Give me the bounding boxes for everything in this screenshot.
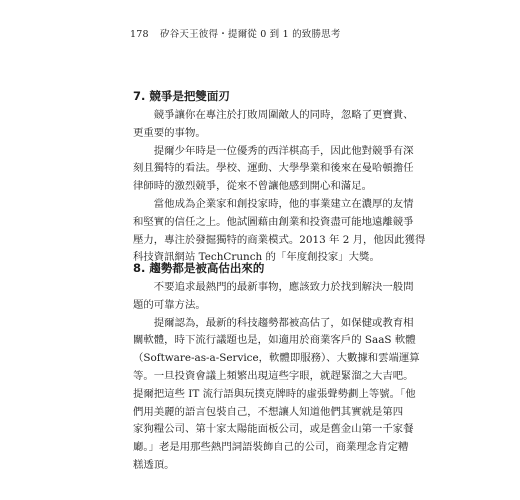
paragraph [133,315,420,475]
text-line: 糕透頂。 [133,458,175,471]
section-heading: 8. 趨勢都是被高估出來的 [133,261,265,275]
text-line: 和堅實的信任之上。他試圖藉由創業和投資盡可能地遠離競爭 [133,215,414,228]
text-line: 們用美麗的語言包裝自己，不想讓人知道他們其實就是第四 [133,405,404,418]
page-number: 178 [130,29,149,40]
text-line: 關軟體，時下流行議題也是，如適用於商業客戶的 SaaS 軟體 [133,334,416,347]
text-line: （Software-as-a-Service，軟體即服務）、大數據和雲端運算 [133,352,420,365]
text-line: 當他成為企業家和創投家時，他的事業建立在濃厚的友情 [153,197,414,210]
text-line: 提爾把這些 IT 流行語與玩撲克牌時的虛張聲勢劃上等號。「他 [133,387,416,400]
paragraph [133,196,426,267]
text-line: 題的可靠方法。 [133,298,206,311]
text-line: 廳。」老是用那些熱門詞語裝飾自己的公司，商業理念肯定糟 [133,441,409,454]
text-line: 更重要的事物。 [133,126,206,139]
text-line: 不要追求最熱門的最新事物，應該致力於找到解決一般問 [153,281,414,293]
running-title: 矽谷天王彼得・提爾從 0 到 1 的致勝思考 [160,29,341,40]
text-line: 等。一旦投資會議上頻繁出現這些字眼，就趕緊溜之大吉吧。 [133,369,414,382]
text-line: 提爾認為，最新的科技趨勢都被高估了，如保健或教育相 [153,316,414,329]
text-line: 壓力，專注於發掘獨特的商業模式。2013 年 2 月，他因此獲得 [133,233,426,246]
section-trends [133,261,420,475]
text-line: 律師時的激烈競爭，從來不曾讓他感到開心和滿足。 [133,180,372,193]
paragraph [133,279,414,315]
text-line: 家狗糧公司、第十家太陽能面板公司，或是舊金山第一千家餐 [133,423,414,436]
page-header [130,26,341,40]
paragraph [133,107,414,143]
text-line: 科技資訊網站 TechCrunch 的「年度創投家」大獎。 [133,251,380,264]
paragraph [133,143,414,196]
text-line: 競爭讓你在專注於打敗周圍敵人的同時，忽略了更寶貴、 [153,109,414,121]
text-line: 刻且獨特的看法。學校、運動、大學學業和後來在曼哈頓擔任 [133,162,414,175]
text-line: 提爾少年時是一位優秀的西洋棋高手，因此他對競爭有深 [153,144,414,157]
section-heading: 7. 競爭是把雙面刃 [133,89,230,103]
section-competition [133,89,426,267]
